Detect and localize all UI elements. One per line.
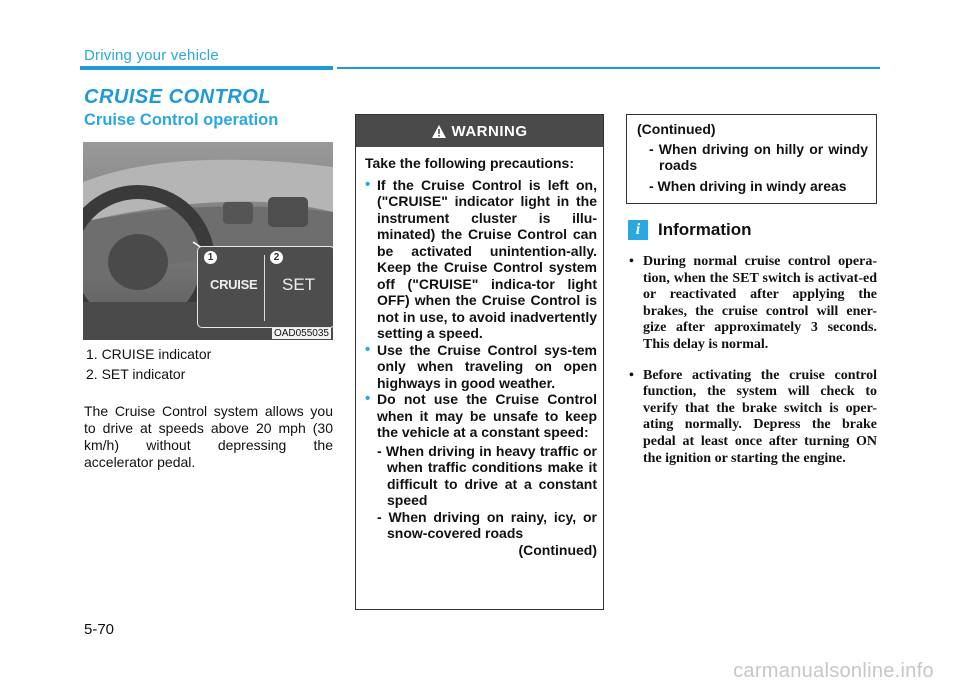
warning-triangle-icon [432,125,446,138]
continued-title: (Continued) [637,121,716,137]
warning-header [356,115,603,147]
page-subheading: Cruise Control operation [84,111,279,129]
watermark: carmanualsonline.info [733,660,934,682]
badge-1: 1 [204,251,217,264]
section-rule-thin [337,67,880,69]
warning-title: WARNING [451,122,528,140]
photo-code: OAD055035 [273,328,329,339]
cruise-button-label: CRUISE [210,277,258,292]
section-label: Driving your vehicle [84,47,219,64]
info-title-row [628,220,752,240]
warning-box [355,114,604,610]
warning-continued: (Continued) [518,541,597,558]
section-rule-thick [80,66,333,70]
info-item: • During normal cruise control opera-tion, when the SET switch is activat-ed or reactivated after applying the brakes, the cruise control will ener-gize after approximately 3 seconds. This delay is normal. [629,254,877,354]
intro-paragraph: The Cruise Control system allows you to drive at speeds above 20 mph (30 km/h) without depressing the accelerator pedal. [84,403,333,470]
warning-dash-item: - When driving on rainy, icy, or snow-covered roads [377,508,597,541]
warning-bullet: • Use the Cruise Control sys-tem only when traveling on open highways in good weather. [365,342,597,392]
legend-item: 1. CRUISE indicator [86,346,212,362]
info-title: Information [658,220,752,239]
warning-body [356,147,603,558]
info-item: • Before activating the cruise control function, the system will check to verify that the brake switch is oper-ating normally. Depress the brake pedal at least once after turning ON the ignition or starting the engine. [629,368,877,468]
set-button-label: SET [282,275,316,294]
warning-dash-item: - When driving in heavy traffic or when traffic conditions make it difficult to drive at a constant speed [377,442,597,508]
info-icon: i [628,220,648,240]
warning-bullet: • If the Cruise Control is left on, ("CRUISE" indicator light in the instrument cluster is illu-minated) the Cruise Control can be activated unintention-ally. Keep the Cruise Control system off ("CRUISE" indica-tor light OFF) when the Cruise Control is not in use, to avoid inadvertently setting a speed. [365,177,597,342]
warning-lead: Take the following precautions: [365,155,574,171]
badge-2: 2 [270,251,283,264]
page-heading: CRUISE CONTROL [84,86,271,108]
page-number: 5-70 [84,621,115,638]
continued-box [626,114,877,204]
continued-dash-item: - When driving on hilly or windy roads [649,140,868,173]
warning-bullet: • Do not use the Cruise Control when it may be unsafe to keep the vehicle at a constant speed: [365,391,597,441]
legend-item: 2. SET indicator [86,366,186,382]
callout-divider [264,255,265,321]
continued-dash-item: - When driving in windy areas [649,177,847,194]
button-callout [197,246,333,328]
info-list [629,254,877,472]
dashboard-photo [83,142,333,340]
